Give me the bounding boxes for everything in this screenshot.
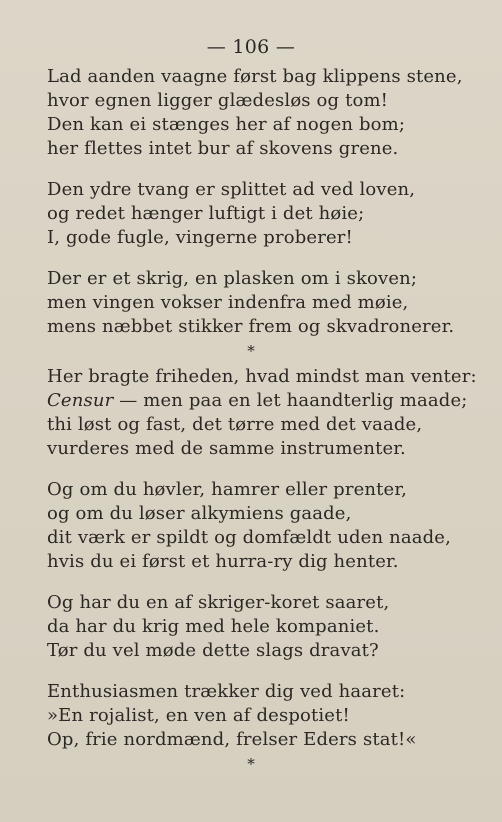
poem-line: Og om du høvler, hamrer eller prenter, xyxy=(47,479,407,500)
poem-line: dit værk er spildt og domfældt uden naade, xyxy=(47,527,451,548)
poem-line: Enthusiasmen trækker dig ved haaret: xyxy=(47,681,406,702)
section-separator: * xyxy=(247,755,255,773)
poem-line: Her bragte friheden, hvad mindst man venter: xyxy=(47,366,477,387)
page-number: — 106 — xyxy=(206,36,296,58)
poem-line: »En rojalist, en ven af despotiet! xyxy=(47,705,350,726)
poem-line: Den ydre tvang er splittet ad ved loven, xyxy=(47,179,416,200)
poem-line: da har du krig med hele kompaniet. xyxy=(47,616,380,637)
poem-line: Der er et skrig, en plasken om i skoven; xyxy=(47,268,418,289)
poem-line xyxy=(47,390,467,411)
poem-line: I, gode fugle, vingerne proberer! xyxy=(47,227,353,248)
poem-line: hvis du ei først et hurra-ry dig henter. xyxy=(47,551,399,572)
poem-line: vurderes med de samme instrumenter. xyxy=(47,438,406,459)
poem-line: mens næbbet stikker frem og skvadronerer. xyxy=(47,316,455,337)
poem-line: og redet hænger luftigt i det høie; xyxy=(47,203,365,224)
poem-line: men vingen vokser indenfra med møie, xyxy=(47,292,409,313)
poem-line: Den kan ei stænges her af nogen bom; xyxy=(47,114,406,135)
poem-line: her flettes intet bur af skovens grene. xyxy=(47,138,399,159)
poem-line: Tør du vel møde dette slags dravat? xyxy=(47,640,379,661)
italic-word: Censur xyxy=(47,390,114,411)
poem-line: Lad aanden vaagne først bag klippens stene, xyxy=(47,66,463,87)
poem-line: Og har du en af skriger-koret saaret, xyxy=(47,592,390,613)
poem-line: og om du løser alkymiens gaade, xyxy=(47,503,352,524)
section-separator: * xyxy=(247,342,255,360)
poem-line: hvor egnen ligger glædesløs og tom! xyxy=(47,90,389,111)
line-rest: — men paa en let haandterlig maade; xyxy=(113,390,468,411)
poem-line: Op, frie nordmænd, frelser Eders stat!« xyxy=(47,729,417,750)
poem-line: thi løst og fast, det tørre med det vaade, xyxy=(47,414,423,435)
